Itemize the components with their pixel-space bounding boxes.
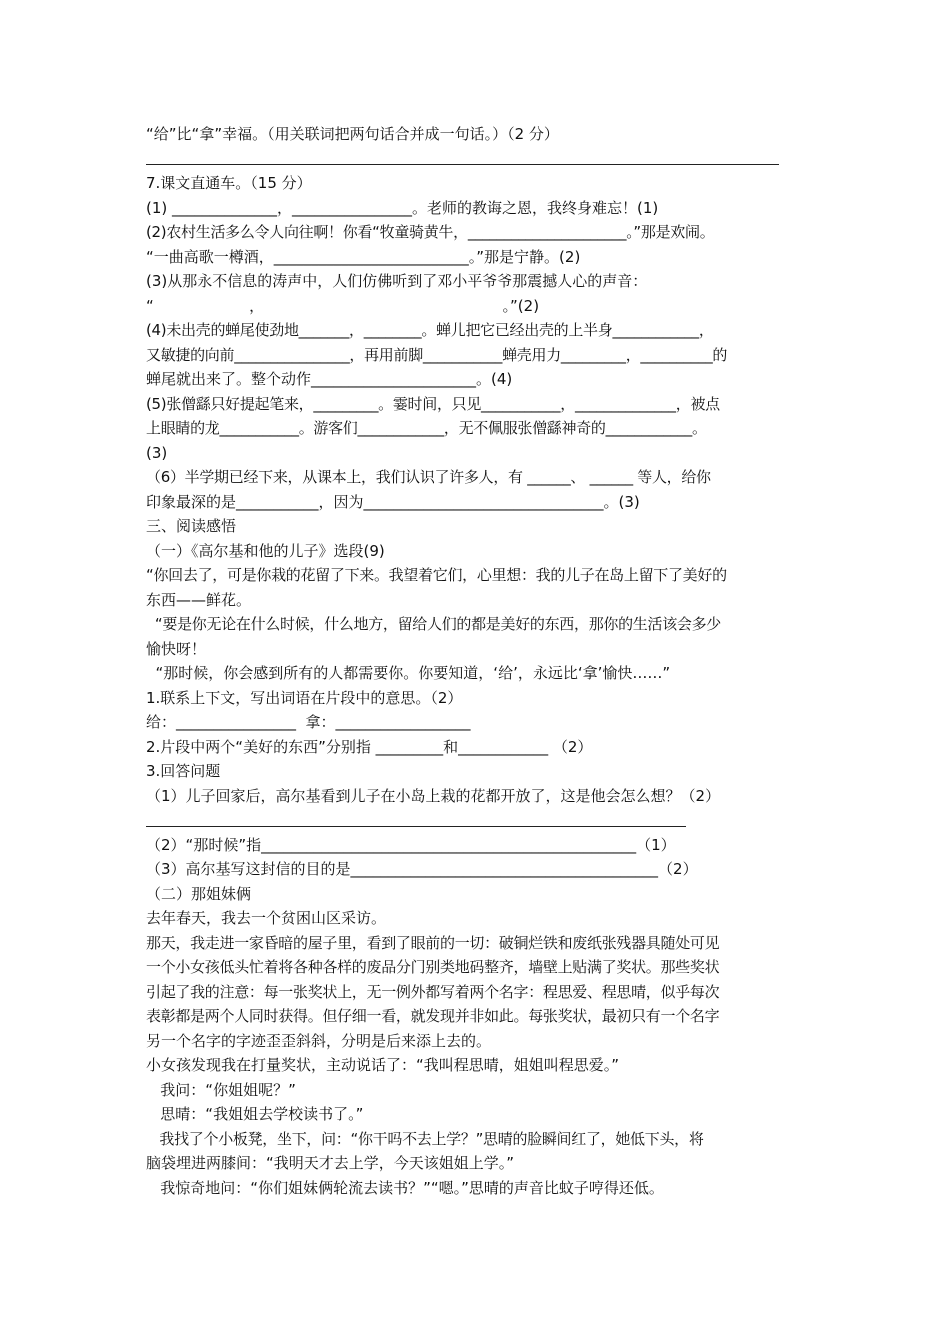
text-line: (3)从那永不信息的涛声中，人们仿佛听到了邓小平爷爷那震撼人心的声音： bbox=[146, 272, 648, 290]
text-line: 上眼睛的龙___________。游客们____________，无不佩服张僧繇神奇的____________。 bbox=[146, 419, 707, 437]
passage-line: “要是你无论在什么时候，什么地方，留给人们的都是美好的东西，那你的生活该会多少 bbox=[146, 615, 722, 633]
section-heading: 三、阅读感悟 bbox=[146, 517, 237, 535]
passage-line: 小女孩发现我在打量奖状，主动说话了：“我叫程思晴，姐姐叫程思爱。” bbox=[146, 1056, 620, 1074]
text-line: （6）半学期已经下来，从课本上，我们认识了许多人，有 ______、 ______ 等人，给你 bbox=[146, 468, 711, 486]
answer-line bbox=[146, 147, 806, 172]
question-line: （3）高尔基写这封信的目的是_________________________________________（2） bbox=[146, 860, 698, 878]
question-line: 1.联系上下文，写出词语在片段中的意思。（2） bbox=[146, 688, 463, 707]
question-line: 3.回答问题 bbox=[146, 762, 221, 780]
question-line: （1）儿子回家后，高尔基看到儿子在小岛上栽的花都开放了，这是他会怎么想？（2） bbox=[146, 786, 721, 805]
text-line: 印象最深的是___________，因为________________________________。(3) bbox=[146, 492, 640, 511]
passage-line: “那时候，你会感到所有的人都需要你。你要知道，‘给’，永远比‘拿’愉快……” bbox=[146, 664, 671, 682]
answer-line bbox=[146, 808, 806, 833]
text-line: “ ， 。”(2) bbox=[146, 296, 540, 315]
passage-line: 引起了我的注意：每一张奖状上，无一例外都写着两个名字：程思爱、程思晴，似乎每次 bbox=[146, 982, 720, 1001]
question-line: （2）“那时候”指__________________________________________________（1） bbox=[146, 835, 676, 854]
passage-line: 我找了个小板凳，坐下，问：“你干吗不去上学？”思晴的脸瞬间红了，她低下头，将 bbox=[146, 1129, 704, 1148]
text-line: “给”比“拿”幸福。（用关联词把两句话合并成一句话。）（2 分） bbox=[146, 125, 559, 143]
text-line: 又敏捷的向前________________，再用前脚___________蝉壳用力_________，__________的 bbox=[146, 345, 728, 364]
passage-line: 脑袋埋进两膝间：“我明天才去上学，今天该姐姐上学。” bbox=[146, 1154, 515, 1172]
text-line: (5)张僧繇只好提起笔来，_________。霎时间，只见___________，______________，被点 bbox=[146, 394, 720, 413]
passage-line: 愉快呀！ bbox=[146, 639, 207, 658]
passage-line: 东西——鲜花。 bbox=[146, 590, 252, 609]
text-line: 蝉尾就出来了。整个动作______________________。(4) bbox=[146, 370, 513, 388]
passage-title: （二）那姐妹俩 bbox=[146, 884, 252, 903]
text-line: (4)未出壳的蝉尾使劲地_______，________。蝉儿把它已经出壳的上半身____________， bbox=[146, 321, 714, 339]
question-line: 给：________________ 拿：__________________ bbox=[146, 713, 471, 731]
text-line: “一曲高歌一樽酒，__________________________。”那是宁静。(2) bbox=[146, 247, 581, 266]
passage-line: 思晴：“我姐姐去学校读书了。” bbox=[146, 1105, 364, 1123]
text-line: (3) bbox=[146, 443, 168, 462]
question-heading: 7.课文直通车。（15 分） bbox=[146, 174, 312, 192]
passage-line: 表彰都是两个人同时获得。但仔细一看，就发现并非如此。每张奖状，最初只有一个名字 bbox=[146, 1007, 720, 1025]
passage-line: 另一个名字的字迹歪歪斜斜，分明是后来添上去的。 bbox=[146, 1031, 492, 1050]
passage-line: 我问：“你姐姐呢？” bbox=[146, 1080, 296, 1099]
passage-line: 一个小女孩低头忙着将各种各样的废品分门别类地码整齐，墙壁上贴满了奖状。那些奖状 bbox=[146, 958, 720, 976]
passage-line: 去年春天，我去一个贫困山区采访。 bbox=[146, 909, 387, 927]
passage-line: “你回去了，可是你栽的花留了下来。我望着它们，心里想：我的儿子在岛上留下了美好的 bbox=[146, 566, 727, 584]
text-line: (2)农村生活多么令人向往啊！你看“牧童骑黄牛，______________________。”那是欢闹。 bbox=[146, 223, 715, 241]
document-page bbox=[146, 122, 806, 1200]
question-line: 2.片段中两个“美好的东西”分别指 _________和____________ （2） bbox=[146, 737, 593, 756]
text-line: (1) ______________，________________。老师的教诲之恩，我终身难忘！(1) bbox=[146, 198, 659, 217]
passage-line: 那天，我走进一家昏暗的屋子里，看到了眼前的一切：破铜烂铁和废纸张残器具随处可见 bbox=[146, 933, 720, 952]
passage-title: （一）《高尔基和他的儿子》选段(9) bbox=[146, 541, 385, 560]
passage-line: 我惊奇地问：“你们姐妹俩轮流去读书？”“嗯。”思晴的声音比蚊子哼得还低。 bbox=[146, 1178, 664, 1197]
